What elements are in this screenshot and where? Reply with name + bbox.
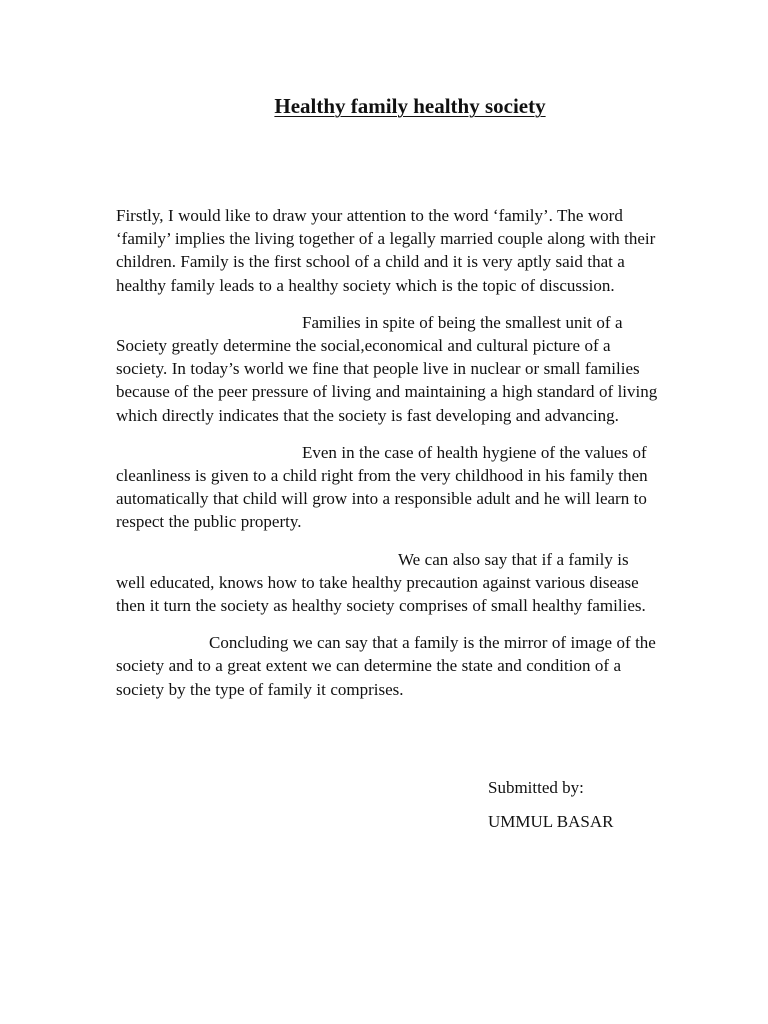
paragraph-4-text: We can also say that if a family is well educated, knows how to take healthy precaution against various disease then it turn the society as healthy society comprises of small healthy families. [116,549,646,616]
submitted-by-label: Submitted by: [488,778,584,797]
paragraph-3-text: Even in the case of health hygiene of the values of cleanliness is given to a child right from the very childhood in his family then automatically that child will grow into a responsible adult and he will learn to respect the public property. [116,442,648,532]
document-body [116,204,662,715]
paragraph-4 [116,548,662,618]
paragraph-5 [116,631,662,701]
paragraph-2 [116,311,662,427]
paragraph-3 [116,441,662,534]
paragraph-2-text: Families in spite of being the smallest unit of a Society greatly determine the social,economical and cultural picture of a society. In today’s world we fine that people live in nuclear or small families because of the peer pressure of living and maintaining a high standard of living which directly indicates that the society is fast developing and advancing. [116,312,658,425]
signature-block [488,776,613,833]
paragraph-5-text: Concluding we can say that a family is the mirror of image of the society and to a great extent we can determine the state and condition of a society by the type of family it comprises. [116,633,656,699]
paragraph-1: Firstly, I would like to draw your attention to the word ‘family’. The word ‘family’ implies the living together of a legally married couple along with their children. Family is the first school of a child and it is very aptly said that a healthy family leads to a healthy society which is the topic of discussion. [116,206,656,295]
author-name: UMMUL BASAR [488,812,614,831]
document-title [0,92,768,120]
document-title-text: Healthy family healthy society [274,94,546,118]
